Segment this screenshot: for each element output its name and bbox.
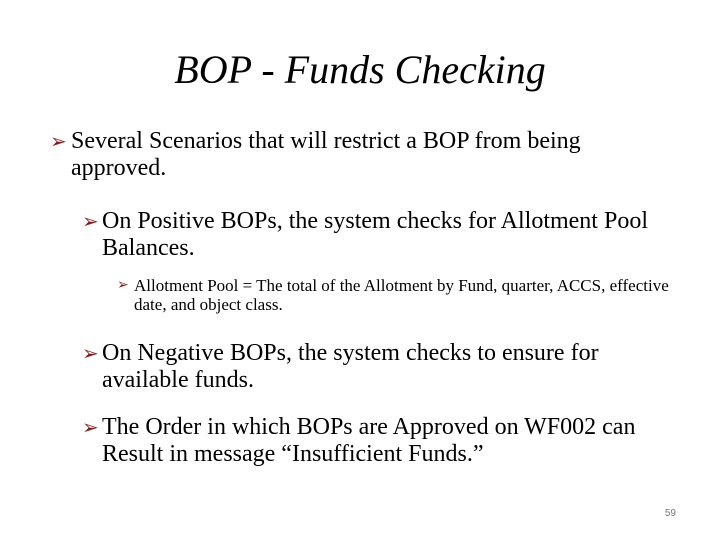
bullet-negative-bops (82, 340, 682, 394)
bullet-allotment-pool (117, 276, 677, 314)
bullet-approval-order (82, 414, 682, 468)
bullet-positive-bops (82, 208, 682, 262)
arrow-bullet-icon: ➢ (82, 209, 99, 233)
arrow-bullet-icon: ➢ (82, 341, 99, 365)
bullet-text: On Negative BOPs, the system checks to ensure for available funds. (102, 340, 599, 393)
bullet-text: Several Scenarios that will restrict a BOP from being approved. (71, 128, 581, 181)
slide-title: BOP - Funds Checking (174, 47, 546, 92)
bullet-scenarios (50, 128, 670, 182)
arrow-bullet-icon: ➢ (50, 129, 67, 153)
arrow-bullet-icon: ➢ (82, 415, 99, 439)
bullet-text: Allotment Pool = The total of the Allotment by Fund, quarter, ACCS, effective date, and object class. (134, 276, 669, 314)
arrow-bullet-icon: ➢ (117, 277, 129, 293)
page-number: 59 (664, 508, 676, 519)
bullet-text: On Positive BOPs, the system checks for Allotment Pool Balances. (102, 208, 648, 261)
bullet-text: The Order in which BOPs are Approved on WF002 can Result in message “Insufficient Funds.” (102, 414, 636, 467)
